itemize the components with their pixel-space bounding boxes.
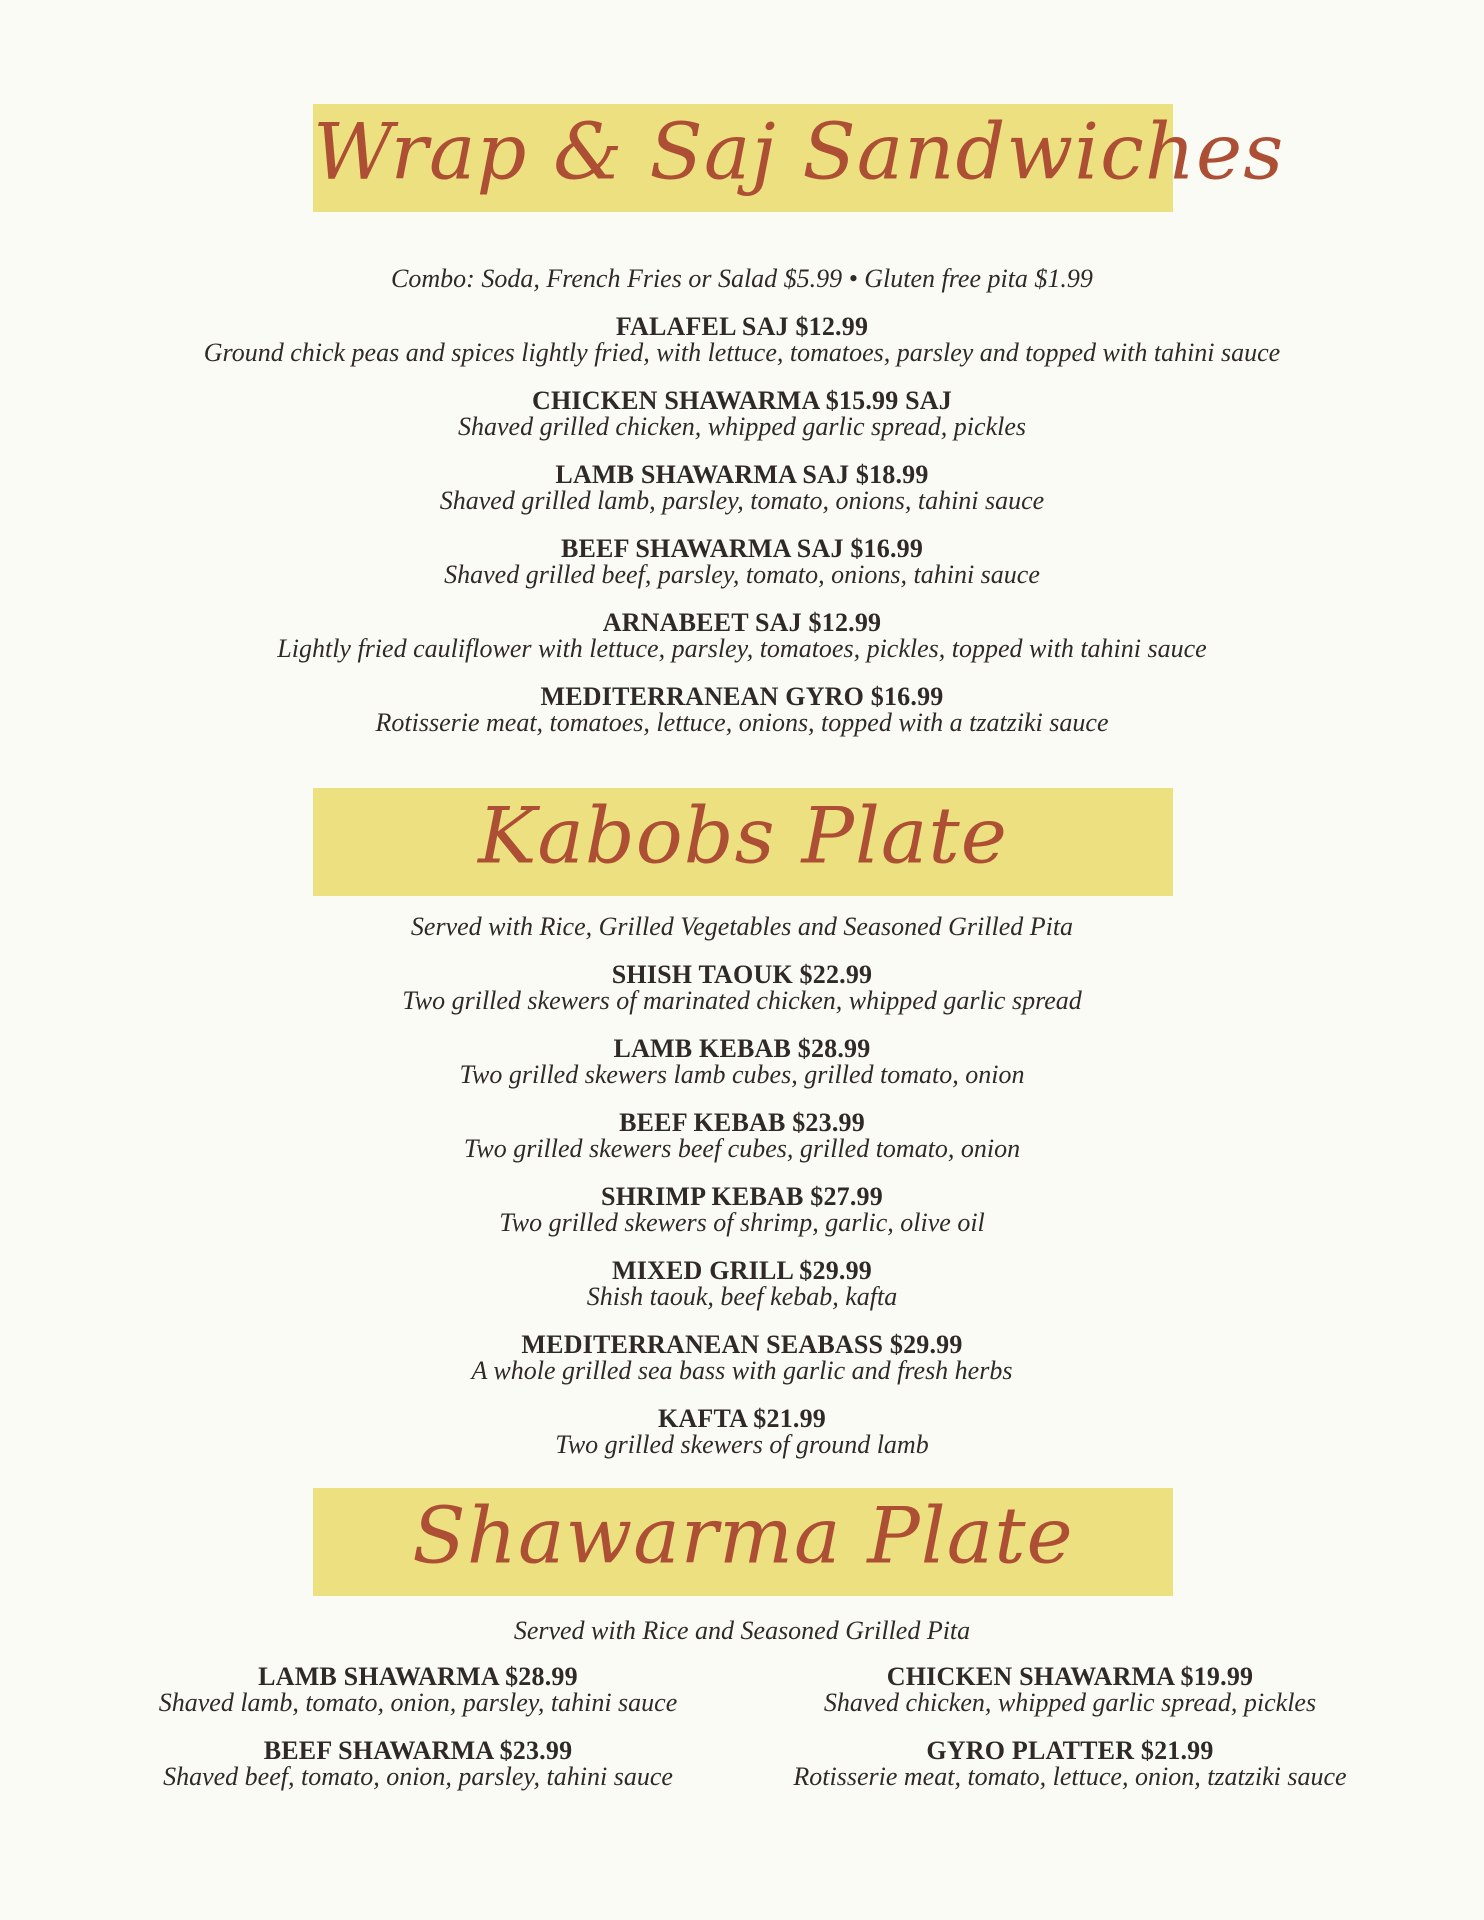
item-description: Shaved grilled chicken, whipped garlic spread, pickles: [457, 412, 1026, 441]
item-name: BEEF KEBAB $23.99: [619, 1108, 865, 1137]
item-name: GYRO PLATTER $21.99: [926, 1736, 1214, 1765]
item-name: MEDITERRANEAN SEABASS $29.99: [521, 1330, 963, 1359]
item-description: Two grilled skewers of ground lamb: [555, 1430, 929, 1459]
menu-item: [118, 1664, 718, 1716]
item-name: BEEF SHAWARMA $23.99: [263, 1736, 573, 1765]
menu-item: [0, 314, 1484, 366]
item-description: Ground chick peas and spices lightly fried, with lettuce, tomatoes, parsley and topped with tahini sauce: [203, 338, 1281, 367]
item-description: Shaved lamb, tomato, onion, parsley, tahini sauce: [158, 1688, 678, 1717]
item-name: CHICKEN SHAWARMA $15.99 SAJ: [531, 386, 952, 415]
item-description: Shaved grilled beef, parsley, tomato, onions, tahini sauce: [444, 560, 1040, 589]
wraps-subtitle: Combo: Soda, French Fries or Salad $5.99 • Gluten free pita $1.99: [391, 264, 1093, 293]
item-name: ARNABEET SAJ $12.99: [602, 608, 882, 637]
shawarma-subtitle: Served with Rice and Seasoned Grilled Pita: [513, 1616, 971, 1645]
item-name: MEDITERRANEAN GYRO $16.99: [540, 682, 944, 711]
item-name: SHISH TAOUK $22.99: [611, 960, 873, 989]
menu-item: [770, 1738, 1370, 1790]
menu-item: [0, 1258, 1484, 1310]
menu-item: [770, 1664, 1370, 1716]
item-name: KAFTA $21.99: [657, 1404, 827, 1433]
kabobs-banner: [313, 788, 1173, 896]
item-description: Shaved grilled lamb, parsley, tomato, onions, tahini sauce: [439, 486, 1045, 515]
menu-item: [0, 536, 1484, 588]
item-description: Shish taouk, beef kebab, kafta: [586, 1282, 898, 1311]
menu-item: [0, 1184, 1484, 1236]
item-description: Two grilled skewers lamb cubes, grilled tomato, onion: [459, 1060, 1025, 1089]
item-description: Rotisserie meat, tomato, lettuce, onion, tzatziki sauce: [793, 1762, 1347, 1791]
item-description: Shaved chicken, whipped garlic spread, pickles: [823, 1688, 1317, 1717]
menu-item: [0, 1406, 1484, 1458]
menu-item: [0, 962, 1484, 1014]
menu-item: [0, 1110, 1484, 1162]
item-name: MIXED GRILL $29.99: [611, 1256, 873, 1285]
shawarma-title: Shawarma Plate: [412, 1491, 1074, 1582]
item-name: FALAFEL SAJ $12.99: [615, 312, 869, 341]
shawarma-right-column: [770, 1664, 1370, 1812]
item-name: LAMB SHAWARMA $28.99: [258, 1662, 578, 1691]
item-description: Shaved beef, tomato, onion, parsley, tahini sauce: [163, 1762, 673, 1791]
item-description: A whole grilled sea bass with garlic and fresh herbs: [471, 1356, 1013, 1385]
item-name: LAMB KEBAB $28.99: [613, 1034, 871, 1063]
shawarma-banner: [313, 1488, 1173, 1596]
menu-item: [0, 610, 1484, 662]
item-name: SHRIMP KEBAB $27.99: [601, 1182, 883, 1211]
item-name: LAMB SHAWARMA SAJ $18.99: [555, 460, 929, 489]
wraps-items: [0, 314, 1484, 758]
menu-item: [0, 388, 1484, 440]
item-name: CHICKEN SHAWARMA $19.99: [886, 1662, 1254, 1691]
menu-item: [0, 1036, 1484, 1088]
item-description: Two grilled skewers of marinated chicken, whipped garlic spread: [402, 986, 1082, 1015]
item-description: Two grilled skewers of shrimp, garlic, olive oil: [499, 1208, 985, 1237]
wraps-title: Wrap & Saj Sandwiches: [313, 107, 1285, 198]
menu-item: [0, 1332, 1484, 1384]
kabobs-subtitle: Served with Rice, Grilled Vegetables and Seasoned Grilled Pita: [410, 912, 1074, 941]
wraps-banner: [313, 104, 1285, 212]
kabobs-items: [0, 962, 1484, 1480]
item-name: BEEF SHAWARMA SAJ $16.99: [560, 534, 924, 563]
item-description: Two grilled skewers beef cubes, grilled tomato, onion: [463, 1134, 1021, 1163]
item-description: Rotisserie meat, tomatoes, lettuce, onions, topped with a tzatziki sauce: [375, 708, 1109, 737]
menu-item: [118, 1738, 718, 1790]
shawarma-left-column: [118, 1664, 718, 1812]
item-description: Lightly fried cauliflower with lettuce, parsley, tomatoes, pickles, topped with tahini sauce: [277, 634, 1207, 663]
menu-item: [0, 684, 1484, 736]
menu-item: [0, 462, 1484, 514]
kabobs-title: Kabobs Plate: [478, 791, 1008, 882]
